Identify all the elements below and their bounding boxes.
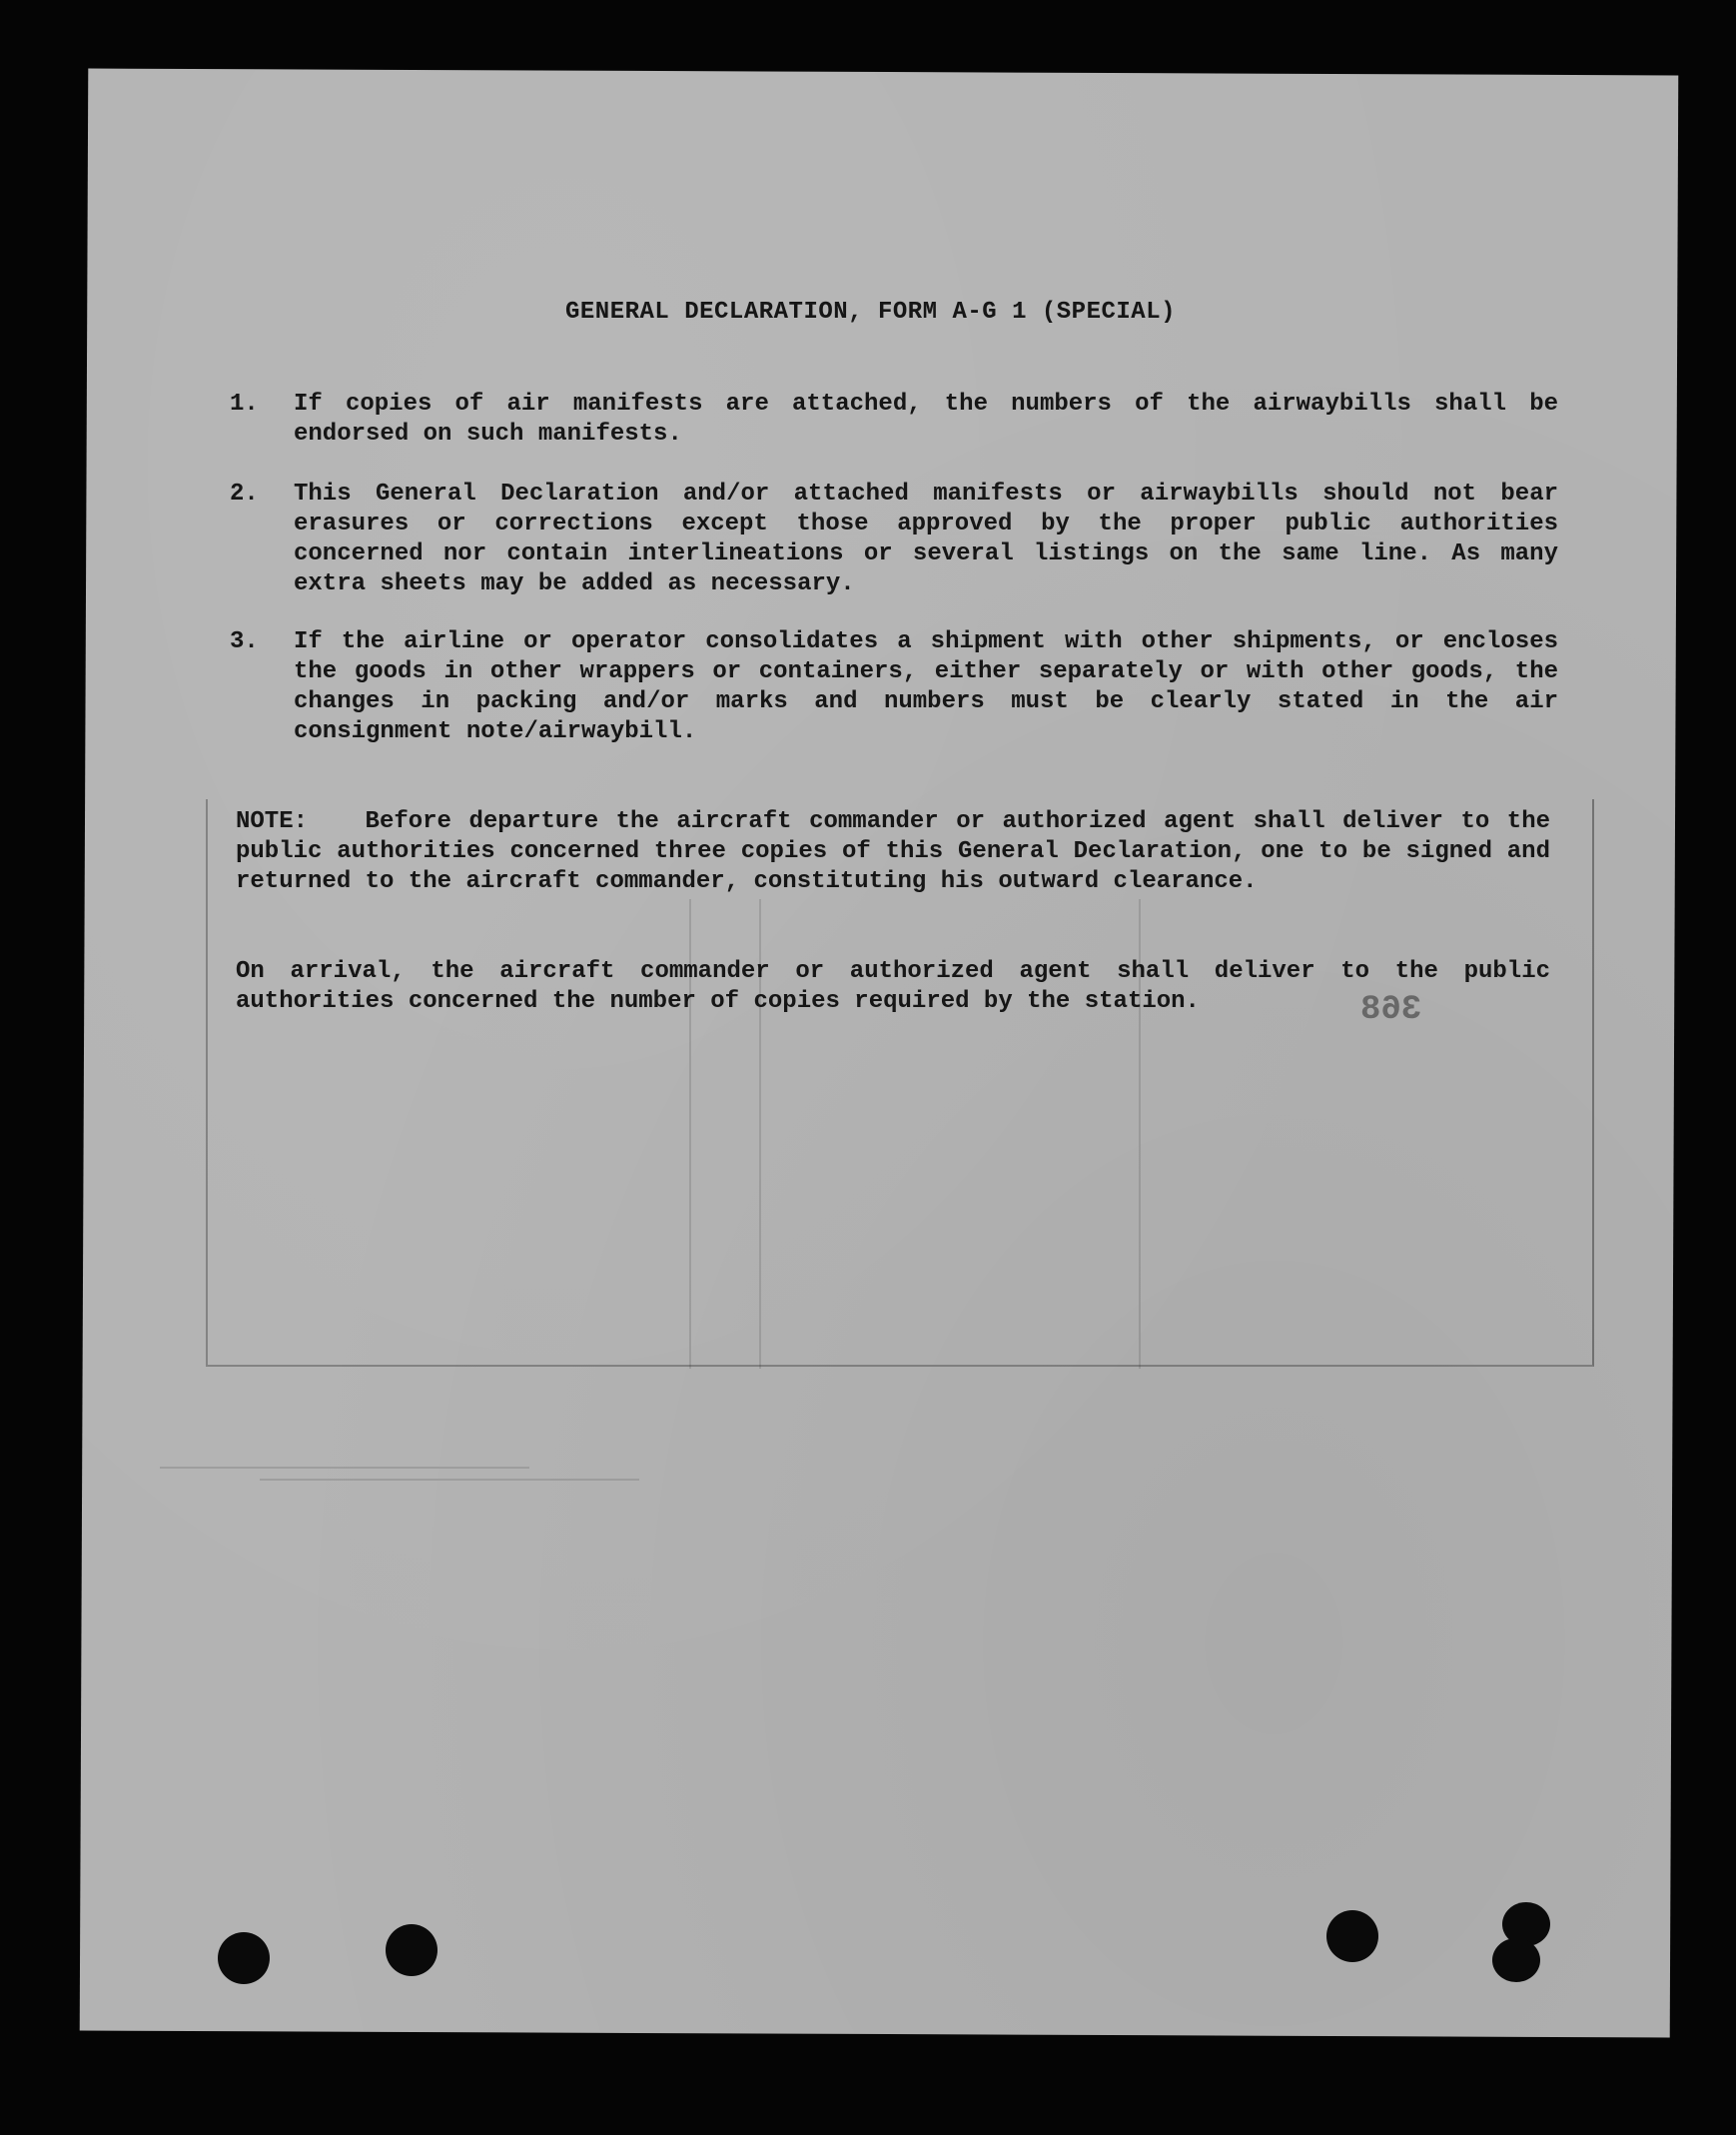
note-text: Before departure the aircraft commander or authorized agent shall deliver to the public authorities concerned three copies of this General Declaration, one to be signed and returned to the aircraft commander, constituting his outward clearance.: [236, 808, 1551, 895]
list-item-text: If the airline or operator consolidates a shipment with other shipments, or encloses the goods in other wrappers or containers, either separately or with other goods, the changes in packing and/or marks and numbers must be clearly stated in the air consignment note/airwaybill.: [294, 628, 1558, 745]
list-item-number: 2.: [230, 481, 259, 508]
list-item-number: 3.: [230, 628, 259, 655]
page-title: GENERAL DECLARATION, FORM A-G 1 (SPECIAL): [565, 299, 1176, 326]
page-number: 368: [1360, 991, 1422, 1029]
list-item-text: This General Declaration and/or attached manifests or airwaybills should not bear erasures or corrections except those approved by the proper public authorities concerned nor contain interlineations or several listings on the same line. As many extra sheets may be added as necessary.: [294, 481, 1558, 597]
punch-hole: [386, 1924, 437, 1976]
arrival-paragraph: On arrival, the aircraft commander or authorized agent shall deliver to the public authorities concerned the number of copies required by the station.: [236, 958, 1550, 1015]
list-item-number: 1.: [230, 391, 259, 418]
list-item-text: If copies of air manifests are attached, the numbers of the airwaybills shall be endorsed on such manifests.: [294, 391, 1558, 448]
punch-hole: [218, 1932, 270, 1984]
punch-hole: [1492, 1938, 1540, 1982]
bleed-line: [260, 1479, 639, 1481]
bleed-line: [160, 1467, 529, 1469]
note-paragraph: [236, 807, 1550, 897]
punch-hole: [1326, 1910, 1378, 1962]
note-label: NOTE:: [236, 808, 309, 835]
